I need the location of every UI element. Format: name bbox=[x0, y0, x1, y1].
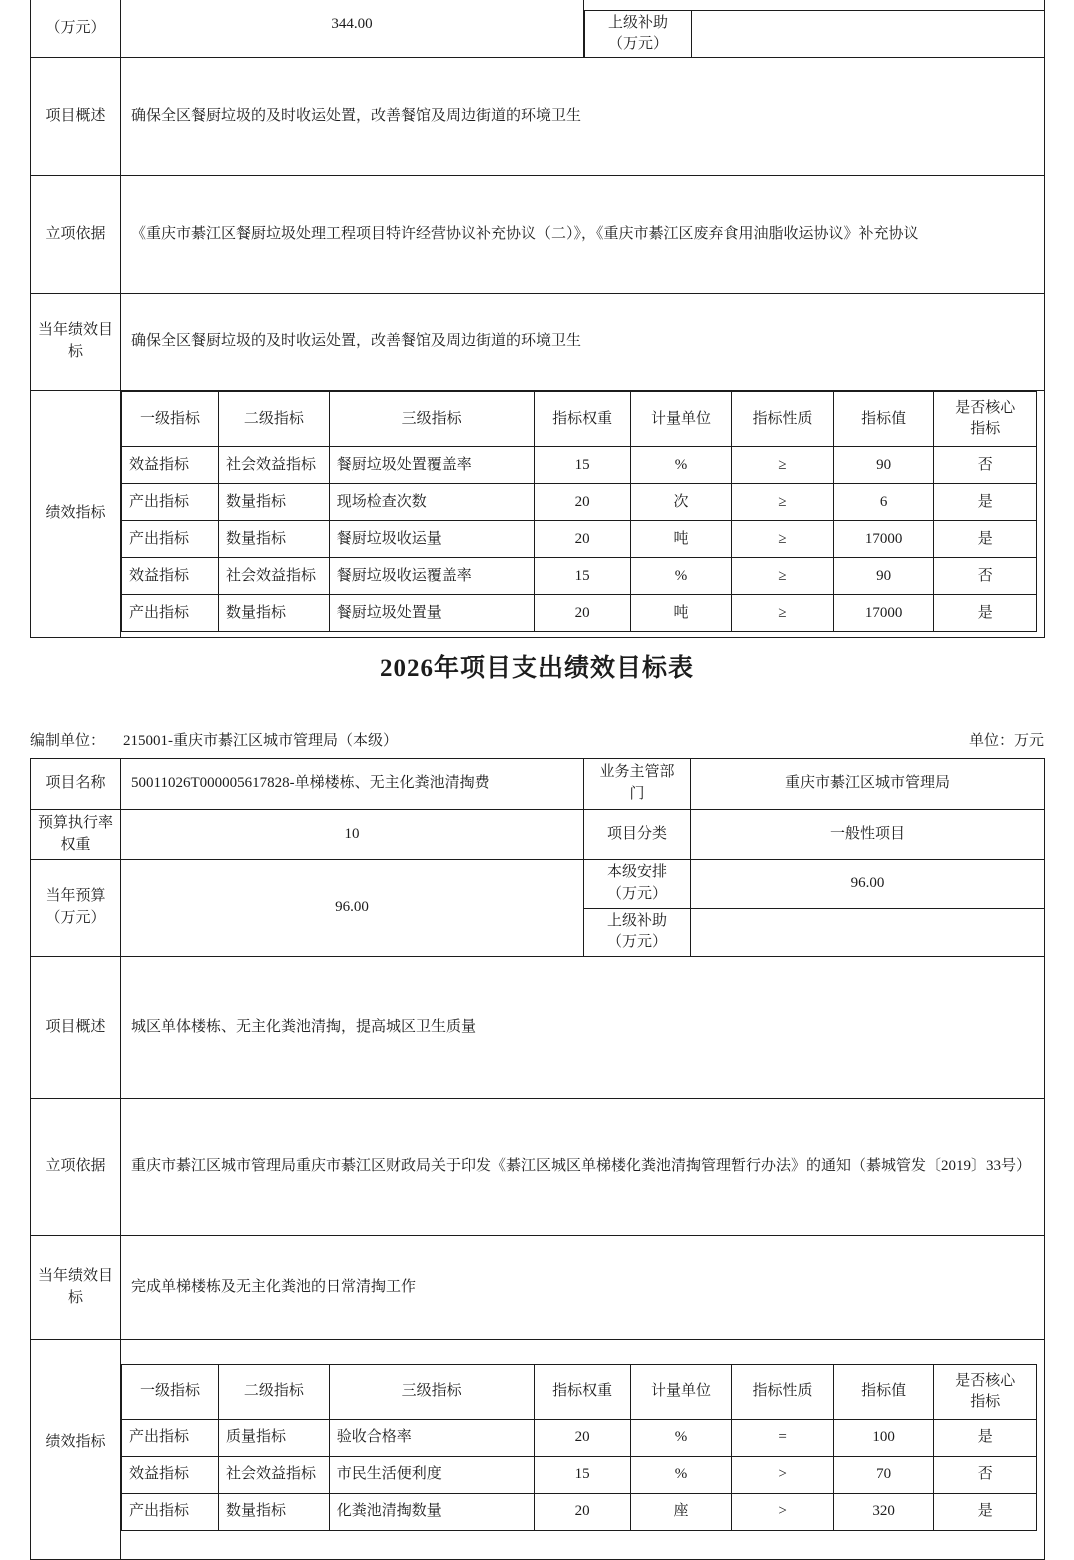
cell-value: 100 bbox=[833, 1419, 934, 1456]
cell-core: 否 bbox=[934, 447, 1037, 484]
cell-level1: 效益指标 bbox=[122, 1456, 219, 1493]
table2-overview-text: 城区单体楼栋、无主化粪池清掏，提高城区卫生质量 bbox=[121, 957, 1045, 1099]
cell-unit: % bbox=[630, 1456, 732, 1493]
table2-weight-label: 预算执行率权重 bbox=[31, 810, 121, 860]
indicator-row bbox=[122, 1493, 1037, 1530]
cell-value: 17000 bbox=[833, 595, 934, 632]
indicator-header-row bbox=[122, 392, 1037, 447]
table1-overview-row bbox=[31, 58, 1045, 176]
cell-unit: % bbox=[630, 447, 732, 484]
col-header-level3: 三级指标 bbox=[329, 392, 534, 447]
cell-nature: ≥ bbox=[732, 558, 834, 595]
indicator-row bbox=[122, 1419, 1037, 1456]
cell-nature: ≥ bbox=[732, 447, 834, 484]
table2-budget-label: 当年预算（万元） bbox=[31, 860, 121, 957]
cell-unit: 吨 bbox=[630, 595, 732, 632]
cell-core: 否 bbox=[934, 558, 1037, 595]
col-header-value: 指标值 bbox=[833, 1364, 934, 1419]
cell-nature: ≥ bbox=[732, 484, 834, 521]
table1-indicators-label: 绩效指标 bbox=[31, 391, 121, 638]
perf-table-1 bbox=[30, 0, 1045, 638]
cell-nature: > bbox=[732, 1456, 834, 1493]
col-header-value: 指标值 bbox=[833, 392, 934, 447]
table2-subsidy-value bbox=[691, 908, 1045, 957]
table2-goal-row bbox=[31, 1236, 1045, 1340]
col-header-core: 是否核心指标 bbox=[934, 1364, 1037, 1419]
table2-dept-value: 重庆市綦江区城市管理局 bbox=[691, 759, 1045, 810]
col-header-unit: 计量单位 bbox=[630, 1364, 732, 1419]
table1-indicators-holder bbox=[121, 391, 1045, 638]
table2-dept-label: 业务主管部门 bbox=[584, 759, 691, 810]
cell-weight: 15 bbox=[534, 447, 630, 484]
cell-weight: 15 bbox=[534, 1456, 630, 1493]
cell-weight: 20 bbox=[534, 1419, 630, 1456]
table1-goal-label: 当年绩效目标 bbox=[31, 294, 121, 391]
cell-core: 是 bbox=[934, 1419, 1037, 1456]
table2-basis-label: 立项依据 bbox=[31, 1099, 121, 1236]
cell-level3: 验收合格率 bbox=[329, 1419, 534, 1456]
cell-level3: 餐厨垃圾处置覆盖率 bbox=[329, 447, 534, 484]
col-header-nature: 指标性质 bbox=[732, 392, 834, 447]
cell-level1: 产出指标 bbox=[122, 484, 219, 521]
cell-weight: 15 bbox=[534, 558, 630, 595]
table2-local-label: 本级安排（万元） bbox=[584, 860, 691, 909]
table2-goal-text: 完成单梯楼栋及无主化粪池的日常清掏工作 bbox=[121, 1236, 1045, 1340]
table2-weight-value: 10 bbox=[121, 810, 584, 860]
cell-weight: 20 bbox=[534, 484, 630, 521]
table1-budget-label-cut: （万元） bbox=[31, 0, 121, 58]
table1-basis-row bbox=[31, 176, 1045, 294]
cell-nature: = bbox=[732, 1419, 834, 1456]
table2-indicators-row bbox=[31, 1340, 1045, 1560]
indicator-row bbox=[122, 558, 1037, 595]
cell-weight: 20 bbox=[534, 1493, 630, 1530]
cell-unit: 次 bbox=[630, 484, 732, 521]
table1-budget-row-cut bbox=[31, 0, 1045, 58]
unit-note: 单位：万元 bbox=[968, 733, 1044, 749]
table2-basis-text: 重庆市綦江区城市管理局重庆市綦江区财政局关于印发《綦江区城区单梯楼化粪池清掏管理暂行办法》的通知（綦城管发〔2019〕33号） bbox=[121, 1099, 1045, 1236]
cell-value: 320 bbox=[833, 1493, 934, 1530]
table1-overview-text: 确保全区餐厨垃圾的及时收运处置，改善餐馆及周边街道的环境卫生 bbox=[121, 58, 1045, 176]
cell-value: 90 bbox=[833, 447, 934, 484]
cell-level1: 产出指标 bbox=[122, 521, 219, 558]
col-header-core: 是否核心指标 bbox=[934, 392, 1037, 447]
cell-nature: > bbox=[732, 1493, 834, 1530]
cell-core: 是 bbox=[934, 595, 1037, 632]
cell-value: 90 bbox=[833, 558, 934, 595]
col-header-weight: 指标权重 bbox=[534, 392, 630, 447]
cell-level2: 社会效益指标 bbox=[218, 447, 329, 484]
table2-indicators-holder bbox=[121, 1340, 1045, 1560]
cell-level2: 社会效益指标 bbox=[218, 558, 329, 595]
cell-level3: 餐厨垃圾收运量 bbox=[329, 521, 534, 558]
cell-level2: 数量指标 bbox=[218, 1493, 329, 1530]
table2-weight-row bbox=[31, 810, 1045, 860]
cell-core: 是 bbox=[934, 484, 1037, 521]
table1-indicators-row bbox=[31, 391, 1045, 638]
table1-upper-subsidy-cell bbox=[584, 0, 1045, 58]
col-header-level1: 一级指标 bbox=[122, 392, 219, 447]
indicator-row bbox=[122, 1456, 1037, 1493]
cell-nature: ≥ bbox=[732, 595, 834, 632]
prepared-by-label: 编制单位： bbox=[30, 733, 106, 749]
caption-line bbox=[30, 729, 1044, 750]
cell-level1: 效益指标 bbox=[122, 558, 219, 595]
cell-level2: 社会效益指标 bbox=[218, 1456, 329, 1493]
perf-table-2 bbox=[30, 758, 1045, 1560]
cell-level1: 产出指标 bbox=[122, 1419, 219, 1456]
table1-basis-label: 立项依据 bbox=[31, 176, 121, 294]
cell-level1: 产出指标 bbox=[122, 1493, 219, 1530]
indicator-header-row bbox=[122, 1364, 1037, 1419]
col-header-unit: 计量单位 bbox=[630, 392, 732, 447]
prepared-by-value: 215001-重庆市綦江区城市管理局（本级） bbox=[123, 733, 399, 749]
table1-goal-text: 确保全区餐厨垃圾的及时收运处置，改善餐馆及周边街道的环境卫生 bbox=[121, 294, 1045, 391]
table2-name-label: 项目名称 bbox=[31, 759, 121, 810]
table1-basis-text: 《重庆市綦江区餐厨垃圾处理工程项目特许经营协议补充协议（二）》，《重庆市綦江区废弃食用油脂收运协议》补充协议 bbox=[121, 176, 1045, 294]
cell-level3: 市民生活便利度 bbox=[329, 1456, 534, 1493]
table1-indicator-table bbox=[121, 391, 1037, 632]
table2-budget-row bbox=[31, 860, 1045, 909]
col-header-level2: 二级指标 bbox=[218, 392, 329, 447]
table1-budget-value: 344.00 bbox=[121, 0, 584, 58]
cell-core: 否 bbox=[934, 1456, 1037, 1493]
cell-level1: 产出指标 bbox=[122, 595, 219, 632]
col-header-level3: 三级指标 bbox=[329, 1364, 534, 1419]
table1-upper-subsidy-value bbox=[692, 11, 1044, 57]
table2-class-label: 项目分类 bbox=[584, 810, 691, 860]
table2-basis-row bbox=[31, 1099, 1045, 1236]
table1-upper-subsidy-label: 上级补助（万元） bbox=[585, 11, 692, 57]
cell-level2: 数量指标 bbox=[218, 484, 329, 521]
cell-nature: ≥ bbox=[732, 521, 834, 558]
col-header-weight: 指标权重 bbox=[534, 1364, 630, 1419]
indicator-row bbox=[122, 447, 1037, 484]
cell-level2: 数量指标 bbox=[218, 521, 329, 558]
cell-level3: 现场检查次数 bbox=[329, 484, 534, 521]
table1-overview-label: 项目概述 bbox=[31, 58, 121, 176]
cell-level2: 质量指标 bbox=[218, 1419, 329, 1456]
cell-unit: 吨 bbox=[630, 521, 732, 558]
cell-level3: 餐厨垃圾收运覆盖率 bbox=[329, 558, 534, 595]
table2-indicator-table bbox=[121, 1364, 1037, 1531]
cell-core: 是 bbox=[934, 521, 1037, 558]
cell-unit: % bbox=[630, 1419, 732, 1456]
cell-value: 6 bbox=[833, 484, 934, 521]
table2-overview-row bbox=[31, 957, 1045, 1099]
cell-unit: 座 bbox=[630, 1493, 732, 1530]
col-header-nature: 指标性质 bbox=[732, 1364, 834, 1419]
col-header-level1: 一级指标 bbox=[122, 1364, 219, 1419]
table2-class-value: 一般性项目 bbox=[691, 810, 1045, 860]
cell-level3: 餐厨垃圾处置量 bbox=[329, 595, 534, 632]
table2-goal-label: 当年绩效目标 bbox=[31, 1236, 121, 1340]
indicator-row bbox=[122, 484, 1037, 521]
table2-indicators-label: 绩效指标 bbox=[31, 1340, 121, 1560]
page-title: 2026年项目支出绩效目标表 bbox=[379, 655, 694, 682]
cell-unit: % bbox=[630, 558, 732, 595]
cell-core: 是 bbox=[934, 1493, 1037, 1530]
cell-level2: 数量指标 bbox=[218, 595, 329, 632]
cell-weight: 20 bbox=[534, 595, 630, 632]
table2-budget-value: 96.00 bbox=[121, 860, 584, 957]
cell-weight: 20 bbox=[534, 521, 630, 558]
table2-local-value: 96.00 bbox=[691, 860, 1045, 909]
cell-level3: 化粪池清掏数量 bbox=[329, 1493, 534, 1530]
table2-overview-label: 项目概述 bbox=[31, 957, 121, 1099]
cell-value: 17000 bbox=[833, 521, 934, 558]
col-header-level2: 二级指标 bbox=[218, 1364, 329, 1419]
indicator-row bbox=[122, 595, 1037, 632]
table1-goal-row bbox=[31, 294, 1045, 391]
table2-subsidy-label: 上级补助（万元） bbox=[584, 908, 691, 957]
table2-name-row bbox=[31, 759, 1045, 810]
table2-name-value: 50011026T000005617828-单梯楼栋、无主化粪池清掏费 bbox=[121, 759, 584, 810]
indicator-row bbox=[122, 521, 1037, 558]
prepared-by bbox=[30, 729, 398, 750]
cell-level1: 效益指标 bbox=[122, 447, 219, 484]
cell-value: 70 bbox=[833, 1456, 934, 1493]
